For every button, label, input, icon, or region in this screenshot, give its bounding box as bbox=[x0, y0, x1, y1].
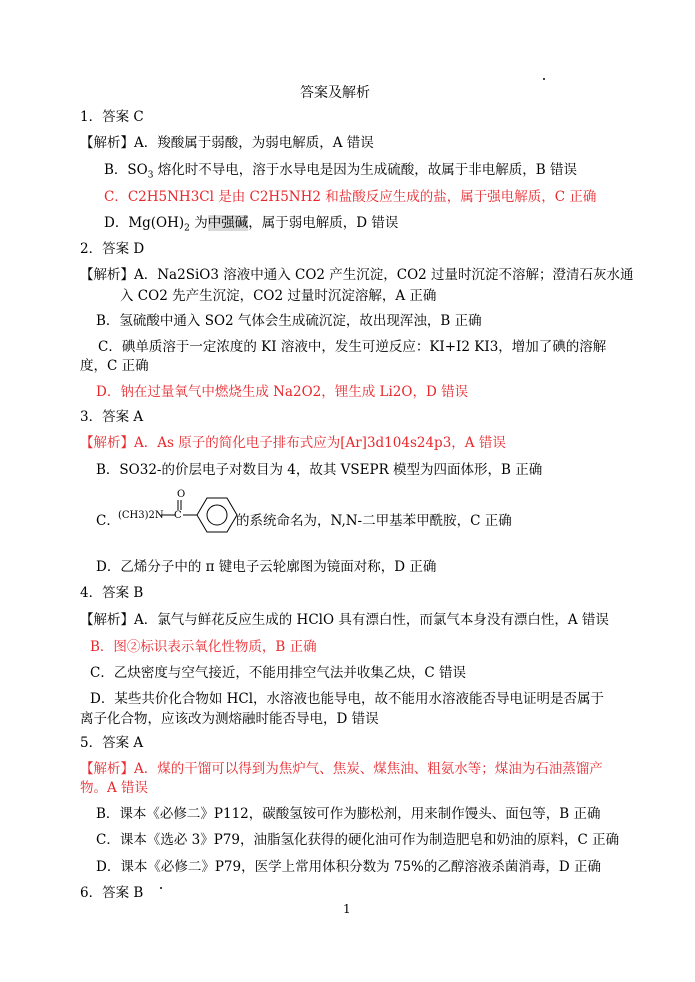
q4-option-c: C．乙炔密度与空气接近，不能用排空气法并收集乙炔，C 错误 bbox=[90, 665, 466, 681]
q1-option-c: C．C2H5NH3Cl 是由 C2H5NH2 和盐酸反应生成的盐，属于强电解质，C 正确 bbox=[104, 189, 597, 205]
page-title: 答案及解析 bbox=[300, 85, 370, 101]
amide-structure-diagram bbox=[115, 486, 245, 548]
q1-option-d: D．$Mg(OH)_2$ 为中强碱，属于弱电解质，D 错误 bbox=[104, 215, 399, 234]
q2-analysis-a-line1: 【解析】A．Na2SiO3 溶液中通入 CO2 产生沉淀，CO2 过量时沉淀不溶解；澄清石灰水通 bbox=[80, 267, 634, 283]
q4-analysis-a: 【解析】A．氯气与鲜花反应生成的 HClO 具有漂白性，而氯气本身没有漂白性，A 错误 bbox=[80, 612, 609, 628]
q5-option-d: D．课本《必修二》P79，医学上常用体积分数为 75%的乙醇溶液杀菌消毒，D 正确 bbox=[96, 859, 601, 875]
q3-option-c-label: C． bbox=[96, 513, 120, 529]
q6-answer: 6．答案 B bbox=[80, 885, 144, 901]
q4-option-d-line2: 离子化合物，应该改为测熔融时能否导电，D 错误 bbox=[80, 711, 379, 727]
q2-answer: 2．答案 D bbox=[80, 241, 145, 257]
structure-oxygen-label: O bbox=[177, 489, 186, 500]
q3-answer: 3．答案 A bbox=[80, 409, 144, 425]
q1-answer: 1．答案 C bbox=[80, 109, 144, 125]
svg-text:C: C bbox=[174, 510, 182, 521]
structure-amine-group: (CH3)2N bbox=[118, 510, 164, 521]
q5-analysis-a-line2: 物。A 错误 bbox=[80, 780, 149, 796]
q2-option-b: B．氢硫酸中通入 SO2 气体会生成硫沉淀，故出现浑浊，B 正确 bbox=[96, 313, 482, 329]
q3-option-b: B．SO32-的价层电子对数目为 4，故其 VSEPR 模型为四面体形，B 正确 bbox=[96, 462, 543, 478]
q4-option-b: B．图②标识表示氧化性物质，B 正确 bbox=[90, 639, 317, 655]
q1-option-b: B．$SO_3$ 熔化时不导电，溶于水导电是因为生成硫酸，故属于非电解质，B 错误 bbox=[104, 162, 577, 181]
page-number: 1 bbox=[343, 902, 351, 916]
stray-dot-bottom bbox=[160, 887, 162, 889]
q2-option-c-line1: C．碘单质溶于一定浓度的 KI 溶液中，发生可逆反应：KI+I2 KI3，增加了碘的溶解 bbox=[98, 339, 607, 355]
q2-option-d: D．钠在过量氧气中燃烧生成 Na2O2，锂生成 Li2O，D 错误 bbox=[96, 384, 469, 400]
stray-dot-top bbox=[543, 78, 545, 80]
q5-option-c: C．课本《选必 3》P79，油脂氢化获得的硬化油可作为制造肥皂和奶油的原料，C 正确 bbox=[96, 832, 620, 848]
q5-option-b: B．课本《必修二》P112，碳酸氢铵可作为膨松剂，用来制作馒头、面包等，B 正确 bbox=[96, 806, 601, 822]
q3-option-d: D．乙烯分子中的 π 键电子云轮廓图为镜面对称，D 正确 bbox=[96, 559, 437, 575]
q2-option-c-line2: 度，C 正确 bbox=[80, 358, 149, 374]
q4-answer: 4．答案 B bbox=[80, 585, 144, 601]
q3-option-c-text: 的系统命名为，N,N-二甲基苯甲酰胺，C 正确 bbox=[236, 513, 512, 529]
q5-analysis-a-line1: 【解析】A．煤的干馏可以得到为焦炉气、焦炭、煤焦油、粗氨水等；煤油为石油蒸馏产 bbox=[80, 761, 603, 777]
q4-option-d-line1: D．某些共价化合物如 HCl，水溶液也能导电，故不能用水溶液能否导电证明是否属于 bbox=[90, 691, 605, 707]
q5-answer: 5．答案 A bbox=[80, 735, 144, 751]
highlighted-term: 中强碱 bbox=[207, 215, 249, 231]
q3-analysis-a: 【解析】A．As 原子的简化电子排布式应为[Ar]3d104s24p3，A 错误 bbox=[80, 435, 506, 451]
q1-analysis-a: 【解析】A．羧酸属于弱酸，为弱电解质，A 错误 bbox=[80, 135, 374, 151]
q2-analysis-a-line2: 入 CO2 先产生沉淀，CO2 过量时沉淀溶解，A 正确 bbox=[120, 288, 437, 304]
